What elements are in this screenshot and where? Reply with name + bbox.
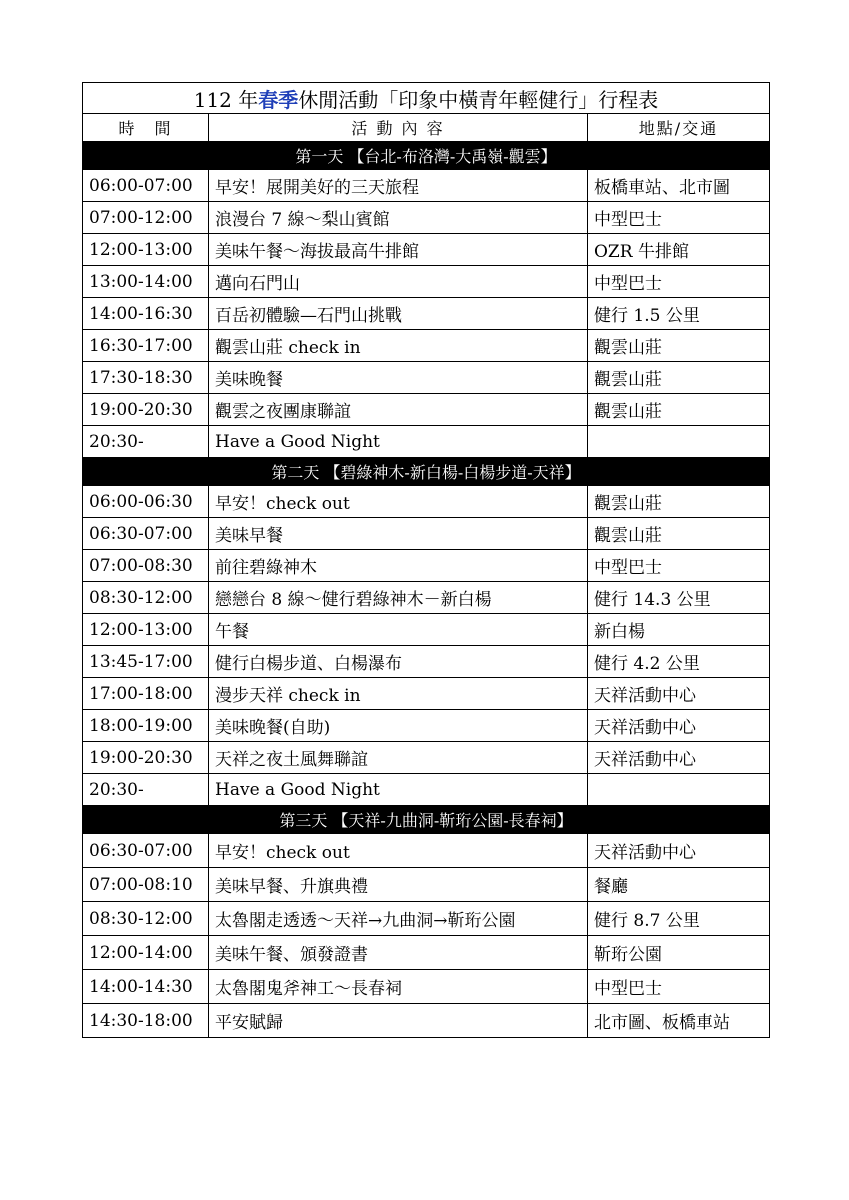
- table-row: [83, 868, 770, 902]
- activity-cell: 漫步天祥 check in: [209, 678, 588, 710]
- time-cell: 12:00-14:00: [83, 936, 209, 970]
- time-cell: 14:30-18:00: [83, 1004, 209, 1038]
- table-row: [83, 486, 770, 518]
- time-cell: 06:30-07:00: [83, 518, 209, 550]
- location-cell: 觀雲山莊: [588, 362, 770, 394]
- activity-cell: 太魯閣走透透～天祥→九曲洞→靳珩公園: [209, 902, 588, 936]
- time-cell: 14:00-14:30: [83, 970, 209, 1004]
- activity-cell: 美味早餐、升旗典禮: [209, 868, 588, 902]
- location-cell: 板橋車站、北市圖: [588, 170, 770, 202]
- day-label: 第一天 【台北-布洛灣-大禹嶺-觀雲】: [83, 142, 770, 170]
- activity-cell: 早安！check out: [209, 834, 588, 868]
- activity-cell: 美味晚餐: [209, 362, 588, 394]
- table-row: [83, 234, 770, 266]
- table-row: [83, 330, 770, 362]
- time-cell: 08:30-12:00: [83, 902, 209, 936]
- activity-cell: 觀雲山莊 check in: [209, 330, 588, 362]
- time-cell: 08:30-12:00: [83, 582, 209, 614]
- location-cell: 觀雲山莊: [588, 330, 770, 362]
- time-cell: 06:00-07:00: [83, 170, 209, 202]
- location-cell: OZR 牛排館: [588, 234, 770, 266]
- table-row: [83, 834, 770, 868]
- time-cell: 18:00-19:00: [83, 710, 209, 742]
- location-cell: 觀雲山莊: [588, 394, 770, 426]
- table-row: [83, 614, 770, 646]
- time-cell: 17:30-18:30: [83, 362, 209, 394]
- activity-cell: 太魯閣鬼斧神工～長春祠: [209, 970, 588, 1004]
- day-header-row: [83, 806, 770, 834]
- time-cell: 07:00-08:10: [83, 868, 209, 902]
- itinerary-table: [82, 82, 770, 1038]
- activity-cell: 戀戀台 8 線～健行碧綠神木－新白楊: [209, 582, 588, 614]
- title-suffix: 休閒活動「印象中橫青年輕健行」行程表: [298, 87, 659, 112]
- activity-cell: 美味早餐: [209, 518, 588, 550]
- time-cell: 14:00-16:30: [83, 298, 209, 330]
- time-cell: 07:00-08:30: [83, 550, 209, 582]
- title-highlight: 春季: [258, 87, 299, 112]
- time-cell: 20:30-: [83, 774, 209, 806]
- location-cell: 中型巴士: [588, 202, 770, 234]
- activity-cell: Have a Good Night: [209, 426, 588, 458]
- table-row: [83, 518, 770, 550]
- location-cell: 觀雲山莊: [588, 518, 770, 550]
- table-row: [83, 298, 770, 330]
- location-cell: 中型巴士: [588, 550, 770, 582]
- activity-cell: 美味午餐～海拔最高牛排館: [209, 234, 588, 266]
- day-header-row: [83, 142, 770, 170]
- location-cell: 天祥活動中心: [588, 742, 770, 774]
- table-row: [83, 936, 770, 970]
- time-cell: 13:00-14:00: [83, 266, 209, 298]
- location-cell: 觀雲山莊: [588, 486, 770, 518]
- table-row: [83, 170, 770, 202]
- activity-cell: 健行白楊步道、白楊瀑布: [209, 646, 588, 678]
- table-row: [83, 646, 770, 678]
- location-cell: 健行 8.7 公里: [588, 902, 770, 936]
- day-label: 第三天 【天祥-九曲洞-靳珩公園-長春祠】: [83, 806, 770, 834]
- title-prefix: 112 年: [193, 87, 259, 112]
- time-cell: 19:00-20:30: [83, 742, 209, 774]
- table-row: [83, 582, 770, 614]
- location-cell: 健行 1.5 公里: [588, 298, 770, 330]
- location-cell: 新白楊: [588, 614, 770, 646]
- activity-cell: 平安賦歸: [209, 1004, 588, 1038]
- time-cell: 06:00-06:30: [83, 486, 209, 518]
- activity-cell: 邁向石門山: [209, 266, 588, 298]
- time-cell: 07:00-12:00: [83, 202, 209, 234]
- time-cell: 19:00-20:30: [83, 394, 209, 426]
- location-cell: 天祥活動中心: [588, 834, 770, 868]
- time-cell: 12:00-13:00: [83, 614, 209, 646]
- table-row: [83, 394, 770, 426]
- location-cell: [588, 426, 770, 458]
- title-row: [83, 83, 770, 114]
- page-title: [83, 83, 770, 114]
- location-cell: 餐廳: [588, 868, 770, 902]
- activity-cell: 觀雲之夜團康聯誼: [209, 394, 588, 426]
- header-row: [83, 114, 770, 142]
- table-row: [83, 774, 770, 806]
- activity-cell: 早安！展開美好的三天旅程: [209, 170, 588, 202]
- time-cell: 17:00-18:00: [83, 678, 209, 710]
- time-cell: 06:30-07:00: [83, 834, 209, 868]
- table-row: [83, 550, 770, 582]
- location-cell: 中型巴士: [588, 970, 770, 1004]
- activity-cell: Have a Good Night: [209, 774, 588, 806]
- activity-cell: 前往碧綠神木: [209, 550, 588, 582]
- table-row: [83, 362, 770, 394]
- table-row: [83, 1004, 770, 1038]
- location-cell: 北市圖、板橋車站: [588, 1004, 770, 1038]
- location-cell: 天祥活動中心: [588, 710, 770, 742]
- table-row: [83, 742, 770, 774]
- activity-cell: 美味晚餐(自助): [209, 710, 588, 742]
- time-cell: 12:00-13:00: [83, 234, 209, 266]
- activity-cell: 天祥之夜土風舞聯誼: [209, 742, 588, 774]
- table-row: [83, 678, 770, 710]
- activity-cell: 百岳初體驗—石門山挑戰: [209, 298, 588, 330]
- location-cell: 靳珩公園: [588, 936, 770, 970]
- activity-cell: 早安！check out: [209, 486, 588, 518]
- location-cell: 天祥活動中心: [588, 678, 770, 710]
- day-header-row: [83, 458, 770, 486]
- location-cell: [588, 774, 770, 806]
- table-row: [83, 202, 770, 234]
- activity-cell: 浪漫台 7 線～梨山賓館: [209, 202, 588, 234]
- time-cell: 16:30-17:00: [83, 330, 209, 362]
- table-row: [83, 266, 770, 298]
- time-cell: 13:45-17:00: [83, 646, 209, 678]
- time-cell: 20:30-: [83, 426, 209, 458]
- table-row: [83, 970, 770, 1004]
- table-row: [83, 710, 770, 742]
- header-time: 時 間: [83, 114, 209, 142]
- header-activity: 活 動 內 容: [209, 114, 588, 142]
- location-cell: 健行 4.2 公里: [588, 646, 770, 678]
- location-cell: 中型巴士: [588, 266, 770, 298]
- header-location: 地點/交通: [588, 114, 770, 142]
- activity-cell: 午餐: [209, 614, 588, 646]
- location-cell: 健行 14.3 公里: [588, 582, 770, 614]
- table-row: [83, 426, 770, 458]
- table-row: [83, 902, 770, 936]
- day-label: 第二天 【碧綠神木-新白楊-白楊步道-天祥】: [83, 458, 770, 486]
- activity-cell: 美味午餐、頒發證書: [209, 936, 588, 970]
